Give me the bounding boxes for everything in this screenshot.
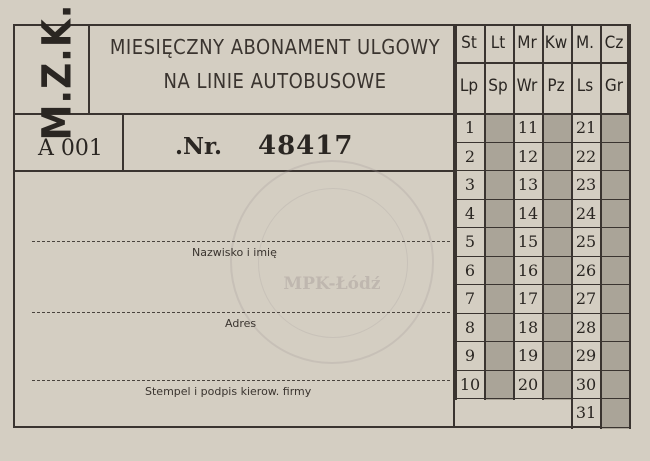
grid-row-line bbox=[455, 341, 629, 342]
weekday-header-bottom: Wr bbox=[516, 76, 538, 96]
day-number: 25 bbox=[575, 232, 597, 251]
day-number: 16 bbox=[517, 260, 539, 280]
day-number: 20 bbox=[517, 374, 539, 394]
series-divider bbox=[122, 114, 124, 171]
day-number: 7 bbox=[464, 289, 476, 308]
day-number: 29 bbox=[575, 346, 597, 365]
day-number: 31 bbox=[575, 403, 597, 422]
series-code: A 001 bbox=[38, 136, 103, 161]
day-number: 12 bbox=[517, 146, 539, 166]
day-number: 13 bbox=[517, 175, 539, 194]
grid-row-line bbox=[455, 227, 629, 228]
day-number: 14 bbox=[517, 203, 539, 223]
day-number: 3 bbox=[464, 175, 476, 194]
name-line bbox=[32, 241, 450, 242]
address-line bbox=[32, 312, 450, 313]
day-number: 28 bbox=[575, 317, 597, 337]
grid-head-bottom bbox=[455, 113, 629, 115]
day-number: 6 bbox=[464, 260, 476, 280]
stamp-line bbox=[32, 380, 450, 381]
weekday-header-top: Kw bbox=[544, 33, 568, 53]
grid-row-line bbox=[455, 284, 629, 285]
day-number: 5 bbox=[464, 232, 476, 251]
weekday-header-bottom: Sp bbox=[488, 76, 508, 96]
number-divider bbox=[13, 170, 455, 172]
grid-row-line bbox=[455, 199, 629, 200]
logo-divider bbox=[88, 24, 90, 114]
grid-head-divider bbox=[455, 62, 629, 64]
weekday-header-top: St bbox=[461, 33, 477, 53]
day-number: 23 bbox=[575, 175, 597, 194]
day-number: 21 bbox=[575, 118, 597, 137]
day-number: 2 bbox=[464, 146, 476, 166]
watermark-text: MPK-Łódź bbox=[283, 274, 381, 294]
weekday-header-top: M. bbox=[575, 33, 595, 53]
weekday-header-bottom: Ls bbox=[576, 76, 594, 96]
weekday-header-top: Cz bbox=[604, 33, 624, 53]
logo-text: M.Z.K. bbox=[34, 3, 81, 141]
watermark-stamp bbox=[230, 160, 434, 364]
weekday-header-bottom: Gr bbox=[604, 76, 624, 96]
title-line-1: MIESIĘCZNY ABONAMENT ULGOWY bbox=[109, 35, 441, 59]
grid-row-line bbox=[455, 170, 629, 171]
logo bbox=[26, 3, 88, 141]
weekday-header-bottom: Pz bbox=[547, 76, 565, 96]
grid-row-line bbox=[455, 313, 629, 314]
watermark-inner-ring bbox=[258, 188, 408, 338]
day-number: 17 bbox=[517, 289, 539, 308]
grid-row-line bbox=[455, 142, 629, 143]
day-number: 15 bbox=[517, 232, 539, 251]
day-number: 9 bbox=[464, 346, 476, 365]
day-number: 27 bbox=[575, 289, 597, 308]
field-label-name: Nazwisko i imię bbox=[192, 246, 277, 259]
day-number: 26 bbox=[575, 260, 597, 280]
field-label-address: Adres bbox=[225, 317, 257, 330]
number-label: .Nr. bbox=[175, 133, 223, 160]
weekday-header-bottom: Lp bbox=[459, 76, 479, 96]
grid-row-line bbox=[455, 370, 629, 371]
grid-row-line bbox=[571, 427, 629, 428]
field-label-stamp: Stempel i podpis kierow. firmy bbox=[145, 385, 312, 398]
shaded-column bbox=[600, 113, 629, 429]
day-number: 10 bbox=[459, 374, 481, 394]
shaded-column bbox=[484, 113, 513, 400]
day-number: 22 bbox=[575, 146, 597, 166]
grid-row-line bbox=[455, 398, 629, 399]
ticket-number: 48417 bbox=[258, 131, 354, 161]
day-number: 8 bbox=[464, 317, 476, 337]
day-number: 11 bbox=[517, 118, 539, 137]
title-line-2: NA LINIE AUTOBUSOWE bbox=[163, 69, 387, 93]
ticket-title bbox=[100, 30, 450, 98]
day-number: 4 bbox=[464, 203, 476, 223]
day-number: 24 bbox=[575, 203, 597, 223]
weekday-header-top: Lt bbox=[490, 33, 506, 53]
day-number: 18 bbox=[517, 317, 539, 337]
day-number: 30 bbox=[575, 374, 597, 394]
grid-col-line bbox=[629, 24, 631, 429]
shaded-column bbox=[542, 113, 571, 400]
grid-row-line bbox=[455, 256, 629, 257]
weekday-header-top: Mr bbox=[517, 33, 537, 53]
day-number: 19 bbox=[517, 346, 539, 365]
day-number: 1 bbox=[464, 118, 476, 137]
